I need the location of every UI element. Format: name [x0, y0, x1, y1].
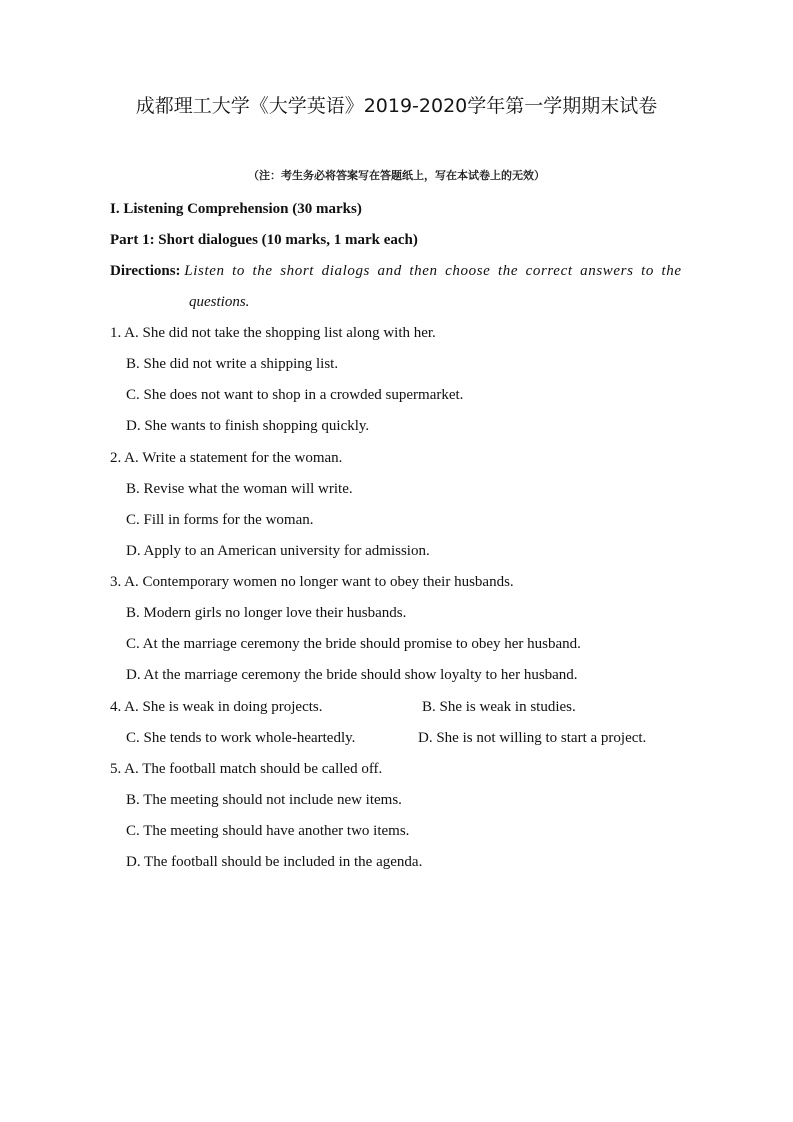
question-1-option-c: C. She does not want to shop in a crowded supermarket. [126, 387, 464, 403]
question-3-option-d: D. At the marriage ceremony the bride should show loyalty to her husband. [126, 667, 578, 683]
question-5-option-d: D. The football should be included in the agenda. [126, 854, 423, 870]
question-2-option-d: D. Apply to an American university for admission. [126, 543, 430, 559]
question-4-option-c: C. She tends to work whole-heartedly. [126, 730, 356, 746]
question-1-option-d: D. She wants to finish shopping quickly. [126, 418, 370, 434]
question-5-option-b: B. The meeting should not include new items. [126, 792, 402, 808]
question-5-option-c: C. The meeting should have another two items. [126, 823, 410, 839]
directions-text-continued: questions. [189, 294, 250, 310]
question-3-option-b: B. Modern girls no longer love their husbands. [126, 605, 407, 621]
question-2-option-c: C. Fill in forms for the woman. [126, 512, 314, 528]
directions-text: Listen to the short dialogs and then choose the correct answers to the [184, 263, 682, 279]
question-4-option-d: D. She is not willing to start a project. [418, 730, 647, 746]
question-1-option-b: B. She did not write a shipping list. [126, 356, 339, 372]
question-4-option-a: 4. A. She is weak in doing projects. [110, 699, 323, 715]
question-5-option-a: 5. A. The football match should be called off. [110, 761, 383, 777]
question-1-option-a: 1. A. She did not take the shopping list along with her. [110, 325, 436, 341]
directions-label: Directions: [110, 263, 181, 279]
section-heading: I. Listening Comprehension (30 marks) [110, 201, 362, 217]
instruction-note: （注：考生务必将答案写在答题纸上，写在本试卷上的无效） [248, 169, 545, 182]
question-2-option-a: 2. A. Write a statement for the woman. [110, 450, 343, 466]
part-heading: Part 1: Short dialogues (10 marks, 1 mark each) [110, 232, 418, 248]
question-3-option-a: 3. A. Contemporary women no longer want to obey their husbands. [110, 574, 514, 590]
directions-line [110, 261, 684, 281]
question-3-option-c: C. At the marriage ceremony the bride should promise to obey her husband. [126, 636, 581, 652]
page-title: 成都理工大学《大学英语》2019-2020学年第一学期期末试卷 [135, 95, 658, 117]
question-2-option-b: B. Revise what the woman will write. [126, 481, 353, 497]
question-4-option-b: B. She is weak in studies. [422, 699, 576, 715]
